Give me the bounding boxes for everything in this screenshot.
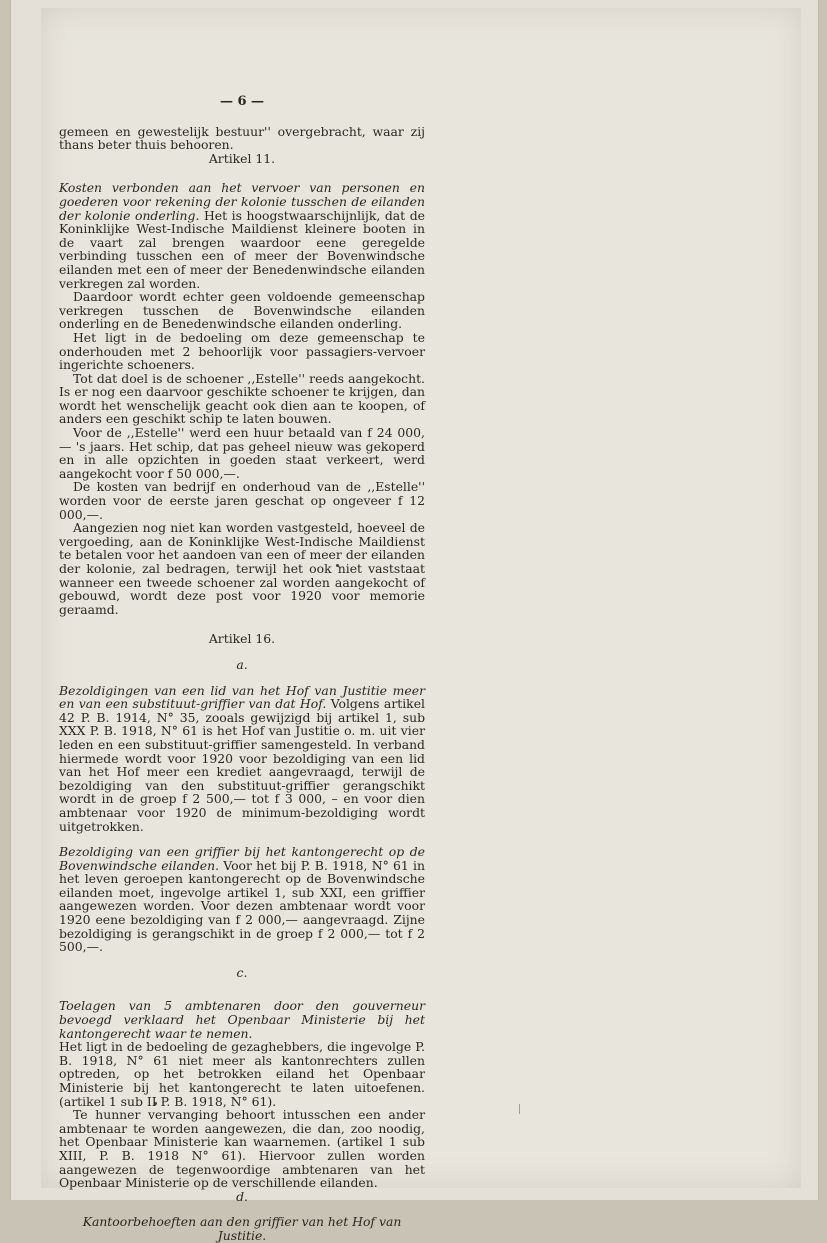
article-11-lead bbox=[59, 181, 425, 290]
section-a-rest: Volgens artikel 42 P. B. 1914, N° 35, zooals gewijzigd bij artikel 1, sub XXX P. B. 1918, N° 61 is het Hof van Justitie o. m. uit vier leden en een substituut-griffier samengesteld. In verband hiermede wordt voor 1920 voor bezoldiging van een lid van het Hof meer een krediet aangevraagd, terwijl de bezoldiging van den substituut-griffier gerangschikt wordt in de groep f 2 500,— tot f 3 000, – en voor dien ambtenaar voor 1920 de minimum-bezoldiging wordt uitgetrokken. bbox=[59, 696, 425, 834]
section-a-paragraph bbox=[59, 684, 425, 834]
section-a-label: a. bbox=[236, 656, 248, 672]
intro-paragraph: gemeen en gewestelijk bestuur'' overgebracht, waar zij thans beter thuis behooren. bbox=[59, 123, 425, 153]
article-11-lead-italic: Kosten verbonden aan het vervoer van personen en goederen voor rekening der kolonie tusschen de eilanden der kolonie onderling. bbox=[59, 180, 425, 223]
article-11-heading: Artikel 11. bbox=[208, 150, 276, 166]
article-11-paragraph: De kosten van bedrijf en onderhoud van de ,,Estelle'' worden voor de eerste jaren geschat op ongeveer f 12 000,—. bbox=[59, 479, 425, 522]
article-16-heading: Artikel 16. bbox=[208, 631, 276, 647]
article-11-paragraph: Aangezien nog niet kan worden vastgesteld, hoeveel de vergoeding, aan de Koninklijke West-Indische Maildienst te betalen voor het aandoen van een of meer der eilanden der kolonie, zal bedragen, terwijl het ook niet vaststaat wanneer een tweede schoener zal worden aangekocht of gebouwd, wordt deze post voor 1920 voor memorie geraamd. bbox=[59, 520, 425, 617]
section-b-paragraph bbox=[59, 845, 425, 954]
page-number: — 6 — bbox=[219, 94, 265, 109]
section-c-paragraph: Het ligt in de bedoeling de gezaghebbers, die ingevolge P. B. 1918, N° 61 niet meer als kantonrechters zullen optreden, op het betrokken eiland het Openbaar Ministerie bij het kantongerecht te laten uitoefenen. (artikel 1 sub II P. B. 1918, N° 61). bbox=[59, 1039, 425, 1109]
article-11-lead-rest: Het is hoogstwaarschijnlijk, dat de Koninklijke West-Indische Maildienst kleinere booten in de vaart zal brengen waardoor eene geregelde verbinding tusschen een of meer der Bovenwindsche eilanden met een of meer der Benedenwindsche eilanden verkregen zal worden. bbox=[59, 207, 425, 291]
section-c-italic-paragraph bbox=[59, 999, 425, 1040]
section-d-italic: Kantoorbehoeften aan den griffier van het Hof van Justitie. bbox=[82, 1214, 402, 1243]
article-11-paragraph: Het ligt in de bedoeling om deze gemeenschap te onderhouden met 2 behoorlijk voor passagiers-vervoer ingerichte schoeners. bbox=[59, 329, 425, 373]
section-c-label: c. bbox=[236, 964, 248, 980]
section-b-rest: Voor het bij P. B. 1918, N° 61 in het leven geroepen kantongerecht op de Bovenwindsche eilanden moet, ingevolge artikel 1, sub XXI, een griffier aangewezen worden. Voor dezen ambtenaar wordt voor 1920 eene bezoldiging van f 2 000,— aangevraagd. Zijne bezoldiging is gerangschikt in de groep f 2 000,— tot f 2 500,—. bbox=[59, 857, 425, 955]
article-11-paragraph: Daardoor wordt echter geen voldoende gemeenschap verkregen tusschen de Bovenwindsche eilanden onderling en de Benedenwindsche eilanden onderling. bbox=[59, 289, 425, 332]
scan-page bbox=[10, 0, 819, 1243]
section-c-paragraph-2: Te hunner vervanging behoort intusschen een ander ambtenaar te worden aangewezen, die dan, zoo noodig, het Openbaar Ministerie kan waarnemen. (artikel 1 sub XIII, P. B. 1918 N° 61). Hiervoor zullen worden aangewezen de tegenwoordige ambtenaren van het Openbaar Ministerie op de verschillende eilanden. bbox=[59, 1107, 425, 1191]
section-b-italic: Bezoldiging van een griffier bij het kantongerecht op de Bovenwindsche eilanden. bbox=[59, 844, 425, 873]
article-11-paragraph: Tot dat doel is de schoener ,,Estelle'' reeds aangekocht. Is er nog een daarvoor geschikte schoener te krijgen, dan wordt het wenschelijk geacht ook dien aan te koopen, of anders een geschikt schip te laten bouwen. bbox=[59, 370, 425, 427]
margin-mark bbox=[519, 1104, 520, 1114]
section-a-italic: Bezoldigingen van een lid van het Hof van Justitie meer en van een substituut-griffier van dat Hof. bbox=[59, 682, 425, 712]
document-body bbox=[59, 95, 425, 1243]
section-d-label: d. bbox=[236, 1188, 248, 1204]
article-11-paragraph: Voor de ,,Estelle'' werd een huur betaald van f 24 000,— 's jaars. Het schip, dat pas geheel nieuw was gekoperd en in alle opzichten in goeden staat verkeert, werd aangekocht voor f 50 000,—. bbox=[59, 425, 425, 481]
section-c-italic: Toelagen van 5 ambtenaren door den gouverneur bevoegd verklaard het Openbaar Ministerie bij het kantongerecht waar te nemen. bbox=[59, 998, 425, 1041]
